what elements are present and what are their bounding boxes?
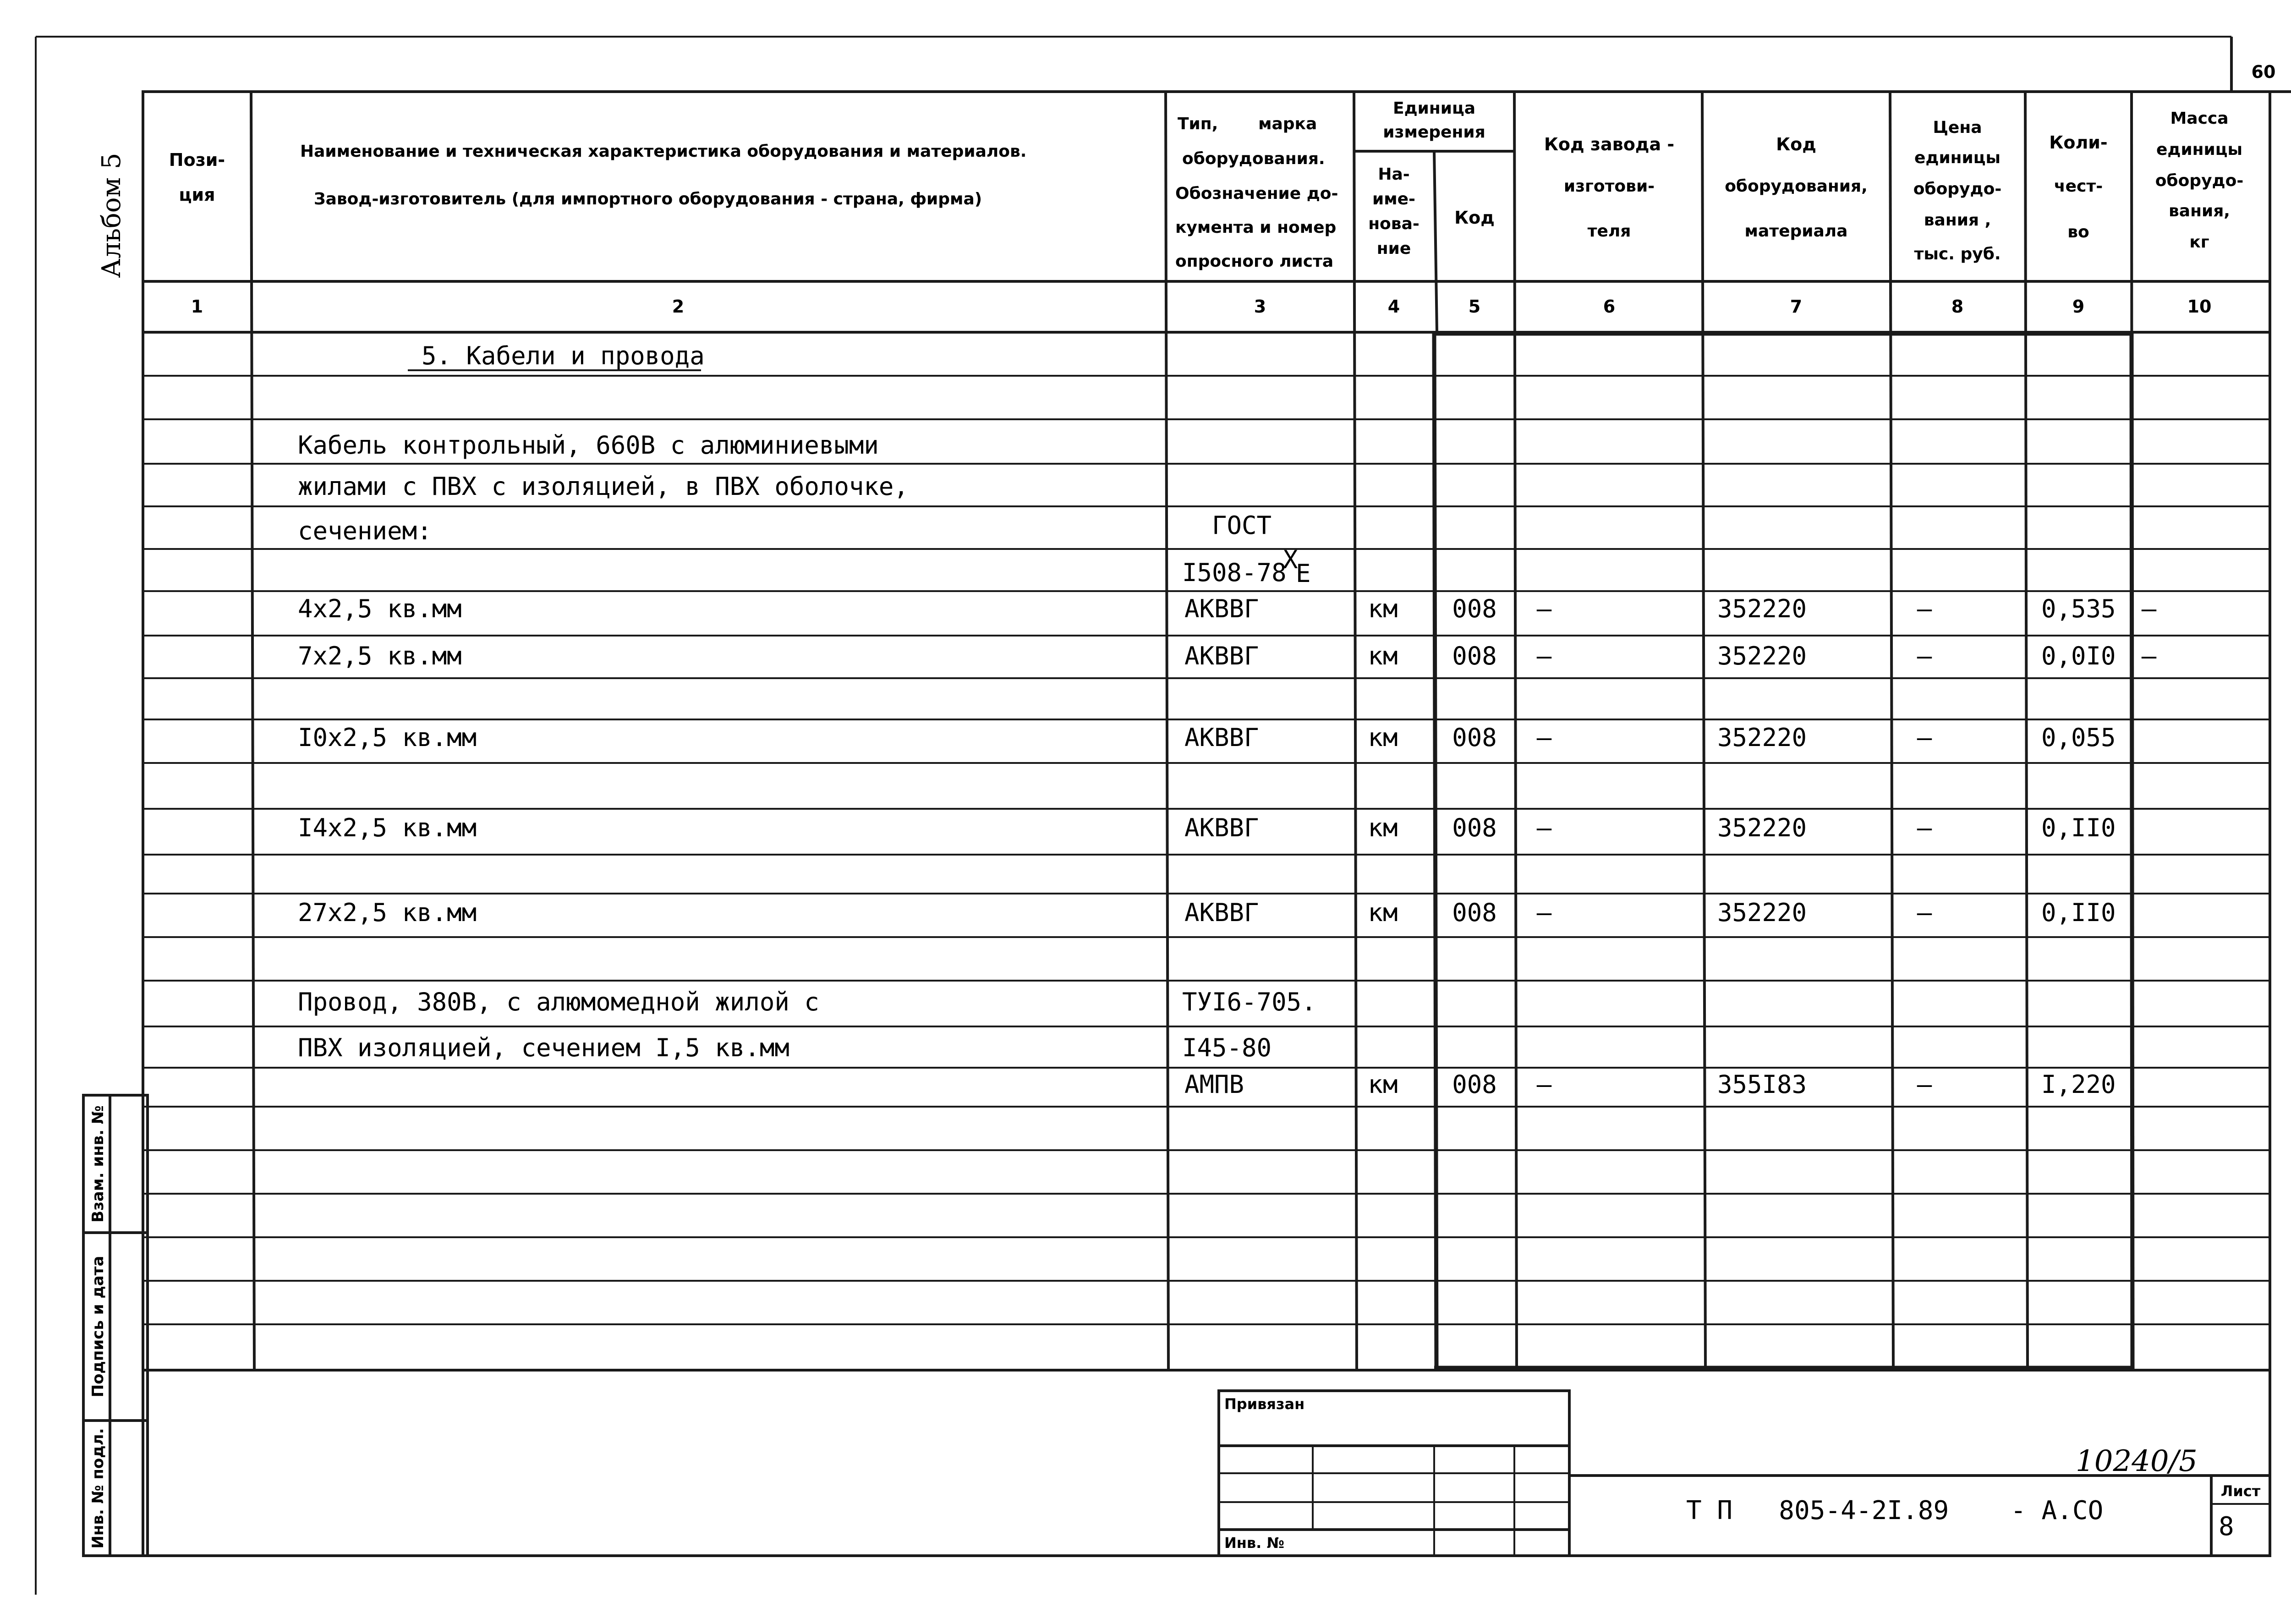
header-col3-l4: кумента и номер bbox=[1175, 218, 1337, 237]
header-col8-l1: Цена bbox=[1933, 118, 1982, 137]
sheet-number: 8 bbox=[2219, 1512, 2234, 1542]
header-col3-l3: Обозначение до- bbox=[1175, 184, 1338, 203]
doc-ref-gost-suffix: Е bbox=[1296, 559, 1311, 588]
page-number: 60 bbox=[2251, 62, 2276, 82]
cable-description-l1: Кабель контрольный, 660В с алюминиевыми bbox=[298, 431, 879, 460]
header-col7-l3: материала bbox=[1744, 222, 1848, 241]
col-number: 6 bbox=[1603, 296, 1616, 317]
doc-ref-gost-superscript: Х bbox=[1283, 545, 1298, 574]
col-number: 1 bbox=[191, 296, 203, 317]
item-name: I4х2,5 кв.мм bbox=[298, 813, 477, 842]
header-col10-l5: кг bbox=[2189, 233, 2209, 252]
header-unit-group-l1: Единица bbox=[1393, 99, 1475, 118]
table-row bbox=[298, 813, 2116, 842]
item-unit-code: 008 bbox=[1452, 594, 1497, 623]
item-price: – bbox=[1917, 813, 1932, 842]
header-col3-l5: опросного листа bbox=[1175, 252, 1334, 271]
stamp-original-inv: Инв. № подл. bbox=[89, 1428, 107, 1549]
table-row bbox=[298, 723, 2116, 752]
doc-ref-gost: ГОСТ bbox=[1212, 511, 1272, 540]
item-name: 4х2,5 кв.мм bbox=[298, 594, 462, 623]
album-label: Альбом 5 bbox=[97, 153, 126, 278]
item-unit: км bbox=[1368, 1070, 1398, 1099]
item-name: 27х2,5 кв.мм bbox=[298, 898, 477, 927]
header-col4-l1: На- bbox=[1378, 165, 1410, 184]
header-col4-l4: ние bbox=[1376, 239, 1411, 258]
privyazan-label: Привязан bbox=[1224, 1395, 1305, 1413]
side-stamps bbox=[83, 1095, 148, 1556]
item-type: АКВВГ bbox=[1184, 642, 1259, 670]
item-quantity: I,220 bbox=[2041, 1070, 2116, 1099]
table-row bbox=[298, 594, 2157, 623]
col-number: 8 bbox=[1951, 296, 1964, 317]
item-name: I0х2,5 кв.мм bbox=[298, 723, 477, 752]
item-type: АКВВГ bbox=[1184, 723, 1259, 752]
item-price: – bbox=[1917, 642, 1932, 670]
item-quantity: 0,II0 bbox=[2041, 898, 2116, 927]
header-col10-l1: Масса bbox=[2170, 109, 2229, 128]
item-rows bbox=[298, 594, 2157, 1099]
item-factory-code: – bbox=[1536, 813, 1552, 842]
header-col2-l2: Завод-изготовитель (для импортного оборудования - страна, фирма) bbox=[314, 190, 982, 208]
item-price: – bbox=[1917, 1070, 1932, 1099]
col-number: 5 bbox=[1468, 296, 1481, 317]
item-price: – bbox=[1917, 723, 1932, 752]
item-unit-code: 008 bbox=[1452, 813, 1497, 842]
header-unit-group-l2: измерения bbox=[1383, 123, 1485, 142]
header-col6-l3: теля bbox=[1587, 222, 1631, 241]
item-mass: – bbox=[2141, 642, 2157, 670]
col-number: 10 bbox=[2187, 296, 2212, 317]
header-col3-l2: оборудования. bbox=[1182, 149, 1325, 168]
header-col6-l1: Код завода - bbox=[1544, 134, 1675, 154]
col-number: 7 bbox=[1790, 296, 1803, 317]
item-unit-code: 008 bbox=[1452, 1070, 1497, 1099]
item-unit-code: 008 bbox=[1452, 898, 1497, 927]
table-row bbox=[298, 642, 2157, 670]
header-col2-l1: Наименование и техническая характеристика оборудования и материалов. bbox=[300, 142, 1027, 161]
page-number-box bbox=[2231, 37, 2291, 92]
item-type: АКВВГ bbox=[1184, 594, 1259, 623]
inv-no-label: Инв. № bbox=[1224, 1534, 1284, 1552]
item-code: 355I83 bbox=[1717, 1070, 1807, 1099]
wire-description-l1: Провод, 380В, с алюмомедной жилой с bbox=[298, 988, 819, 1016]
col-number: 4 bbox=[1387, 296, 1400, 317]
item-unit-code: 008 bbox=[1452, 642, 1497, 670]
document-code: Т П 805-4-2I.89 - А.СО bbox=[1686, 1496, 2104, 1525]
header-col8-l2: единицы bbox=[1914, 148, 2001, 167]
header-col3-l1: Тип, марка bbox=[1178, 115, 1317, 133]
item-quantity: 0,II0 bbox=[2041, 813, 2116, 842]
item-mass: – bbox=[2141, 594, 2157, 623]
stamp-replacement-inv: Взам. инв. № bbox=[89, 1105, 107, 1223]
item-code: 352220 bbox=[1717, 642, 1807, 670]
cable-description-l3: сечением: bbox=[298, 516, 432, 545]
item-type: АКВВГ bbox=[1184, 813, 1259, 842]
header-col1-l1: Пози- bbox=[169, 150, 225, 170]
section-title: 5. Кабели и провода bbox=[422, 341, 705, 370]
item-unit: км bbox=[1368, 642, 1398, 670]
item-name: 7х2,5 кв.мм bbox=[298, 642, 462, 670]
header-col8-l4: вания , bbox=[1924, 211, 1991, 230]
column-numbers bbox=[191, 296, 2212, 317]
item-quantity: 0,0I0 bbox=[2041, 642, 2116, 670]
header-col10-l3: оборудо- bbox=[2155, 171, 2244, 190]
header-col8-l3: оборудо- bbox=[1913, 180, 2002, 198]
header-col4-l2: име- bbox=[1372, 190, 1416, 208]
item-code: 352220 bbox=[1717, 594, 1807, 623]
header-col9-l2: чест- bbox=[2054, 177, 2103, 196]
wire-description-l2: ПВХ изоляцией, сечением I,5 кв.мм bbox=[298, 1033, 789, 1062]
header-col5: Код bbox=[1454, 208, 1495, 228]
doc-ref-tu-number: I45-80 bbox=[1182, 1033, 1272, 1062]
handwritten-number: 10240/5 bbox=[2076, 1444, 2198, 1478]
header-col9-l3: во bbox=[2067, 223, 2089, 241]
header-col10-l2: единицы bbox=[2156, 140, 2243, 159]
header-col4-l3: нова- bbox=[1368, 214, 1420, 233]
cable-description-l2: жилами с ПВХ с изоляцией, в ПВХ оболочке, bbox=[298, 472, 909, 501]
item-type: АКВВГ bbox=[1184, 898, 1259, 927]
header-col8-l5: тыс. руб. bbox=[1914, 245, 2001, 263]
item-factory-code: – bbox=[1536, 723, 1552, 752]
item-price: – bbox=[1917, 898, 1932, 927]
body-row-lines bbox=[143, 376, 2270, 1324]
item-code: 352220 bbox=[1717, 813, 1807, 842]
item-factory-code: – bbox=[1536, 898, 1552, 927]
stamp-signature-date: Подпись и дата bbox=[89, 1256, 107, 1398]
item-unit: км bbox=[1368, 723, 1398, 752]
col-number: 3 bbox=[1254, 296, 1266, 317]
header-col7-l2: оборудования, bbox=[1725, 177, 1868, 196]
item-type: АМПВ bbox=[1184, 1070, 1244, 1099]
header-col6-l2: изготови- bbox=[1563, 177, 1655, 196]
header-col7-l1: Код bbox=[1776, 134, 1816, 154]
item-factory-code: – bbox=[1536, 1070, 1552, 1099]
item-unit: км bbox=[1368, 594, 1398, 623]
sheet-label: Лист bbox=[2220, 1482, 2261, 1500]
item-unit-code: 008 bbox=[1452, 723, 1497, 752]
table-header bbox=[169, 99, 2243, 271]
item-price: – bbox=[1917, 594, 1932, 623]
item-code: 352220 bbox=[1717, 723, 1807, 752]
doc-ref-tu: ТУI6-705. bbox=[1182, 988, 1316, 1016]
item-factory-code: – bbox=[1536, 642, 1552, 670]
header-col1-l2: ция bbox=[179, 185, 215, 205]
table-row bbox=[298, 898, 2116, 927]
doc-ref-gost-number: I508-78 bbox=[1182, 558, 1287, 587]
title-block bbox=[1219, 1391, 2270, 1556]
item-quantity: 0,535 bbox=[2041, 594, 2116, 623]
item-unit: км bbox=[1368, 898, 1398, 927]
document-references bbox=[1182, 511, 1316, 1062]
col-number: 9 bbox=[2072, 296, 2085, 317]
item-unit: км bbox=[1368, 813, 1398, 842]
header-col9-l1: Коли- bbox=[2049, 132, 2108, 153]
header-col10-l4: вания, bbox=[2169, 202, 2230, 220]
col-number: 2 bbox=[672, 296, 685, 317]
table-row bbox=[1184, 1070, 2116, 1099]
item-factory-code: – bbox=[1536, 594, 1552, 623]
item-quantity: 0,055 bbox=[2041, 723, 2116, 752]
item-code: 352220 bbox=[1717, 898, 1807, 927]
